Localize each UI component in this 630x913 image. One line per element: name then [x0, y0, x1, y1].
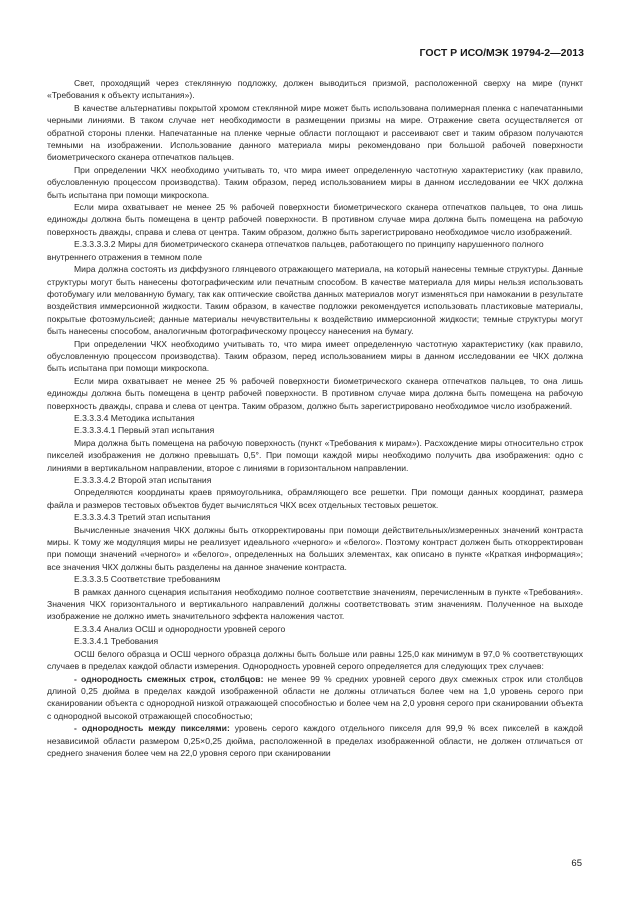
definition-text: уровень серого каждого отдельного пикселя для 99,9 % всех пикселей в каждой независимой области размером 0,25×0,25 дюйма, расположенной в пределах изображенной области, не должен отличаться от среднего значения более чем на 22,0 уровня серого при сканировании	[47, 723, 583, 758]
body-paragraph: Мира должна быть помещена на рабочую поверхность (пункт «Требования к мирам»). Расхождение миры относительно строк пикселей изображения не должно превышать 0,5°. При помощи каждой миры необходимо получить два изображения: одно с линиями в вертикальном направлении, второе с линиями в горизонтальном направлении.	[47, 437, 583, 473]
body-paragraph: Определяются координаты краев прямоугольника, обрамляющего все решетки. При помощи данных координат, размера файла и размеров тестовых объектов будет вычисляться ЧКХ всех отдельных тестовых решеток.	[47, 487, 583, 510]
definition-item	[47, 722, 583, 759]
section-heading: Е.3.3.4.1 Требования	[74, 636, 159, 647]
body-paragraph: При определении ЧКХ необходимо учитывать то, что мира имеет определенную частотную характеристику (как правило, обусловленную процессом производства). Таким образом, перед использованием миры в данном исследовании ее ЧКХ должна быть испытана при помощи микроскопа.	[47, 164, 583, 200]
definition-term: - однородность между пикселями:	[74, 723, 230, 734]
body-paragraph: Свет, проходящий через стеклянную подложку, должен выводиться призмой, расположенной сверху на мире (пункт «Требования к объекту испытания»).	[47, 78, 583, 101]
page-number: 65	[571, 858, 582, 869]
section-heading: Е.3.3.3.4.3 Третий этап испытания	[74, 512, 211, 523]
definition-item	[47, 673, 583, 723]
section-heading: Е.3.3.3.3.2 Миры для биометрического сканера отпечатков пальцев, работающего по принципу нарушенного полного внутреннего отражения в темном поле	[47, 239, 544, 262]
body-paragraph: В рамках данного сценария испытания необходимо полное соответствие значениям, перечисленным в пункте «Требования». Значения ЧКХ горизонтального и вертикального направлений должны соответствовать этим значениям. Полученное на выходе изображение не должно иметь значительного эффекта наложения частот.	[47, 586, 583, 622]
body-paragraph: Вычисленные значения ЧКХ должны быть откорректированы при помощи действительных/измеренных значений контраста миры. К тому же модуляция миры не реализует идеального «черного» и «белого». Поэтому контраст должен быть откорректирован при помощи значений «черного» и «белого», определенных на больших элементах, как описано в пункте «Краткая информация»; все значения ЧКХ должны быть разделены на данное значение контраста.	[47, 524, 583, 572]
body-paragraph: При определении ЧКХ необходимо учитывать то, что мира имеет определенную частотную характеристику (как правило, обусловленную процессом производства). Таким образом, перед использованием миры в данном исследовании ее ЧКХ должна быть испытана при помощи микроскопа.	[47, 338, 583, 374]
definition-text: не менее 99 % средних уровней серого двух смежных строк или столбцов длиной 0,25 дюйма в пределах каждой изображенной области не должны отличаться более чем на 1,0 уровень серого при сканировании объекта с однородной низкой отражающей способностью и более чем на 2,0 уровня серого при сканировании объекта с однородной высокой отражающей способностью;	[47, 673, 583, 721]
body-paragraph: Если мира охватывает не менее 25 % рабочей поверхности биометрического сканера отпечатков пальцев, то она лишь единожды должна быть помещена в центр рабочей поверхности. В противном случае мира должна быть помещена на рабочую поверхность дважды, справа и слева от центра. Таким образом, должно быть зарегистрировано необходимое число изображений.	[47, 202, 583, 237]
section-heading: Е.3.3.4 Анализ ОСШ и однородности уровней серого	[74, 623, 286, 634]
section-heading: Е.3.3.3.4.2 Второй этап испытания	[74, 475, 212, 485]
section-heading: Е.3.3.3.4.1 Первый этап испытания	[74, 425, 215, 436]
body-paragraph: Если мира охватывает не менее 25 % рабочей поверхности биометрического сканера отпечатков пальцев, то она лишь единожды должна быть помещена в центр рабочей поверхности. В противном случае мира должна быть помещена на рабочую поверхность дважды, справа и слева от центра. Таким образом, должно быть зарегистрировано необходимое число изображений.	[47, 375, 583, 411]
body-paragraph: ОСШ белого образца и ОСШ черного образца должны быть больше или равны 125,0 как минимум в 97,0 % соответствующих случаев в пределах каждой области измерения. Однородность уровней серого определяется для следующих трех случаев:	[47, 648, 583, 672]
page-header: ГОСТ Р ИСО/МЭК 19794-2—2013	[419, 47, 584, 59]
body-paragraph: В качестве альтернативы покрытой хромом стеклянной мире может быть использована полимерная пленка с напечатанными черными линиями. В таком случае нет необходимости в размещении призмы на мире. Отражение света осуществляется от обратной стороны пленки. Напечатанные на пленке черные области поглощают и рассеивают свет и таким образом получаются темными на изображении. Использование данного материала миры рекомендовано при большой рабочей поверхности биометрического сканера отпечатков пальцев.	[47, 102, 583, 163]
body-paragraph: Мира должна состоять из диффузного глянцевого отражающего материала, на который нанесены темные структуры. Данные структуры могут быть нанесены фотографическим или печатным способом. В качестве материала для миры нельзя использовать фотобумагу или мелованную бумагу, так как оптические свойства данных материалов могут изменяться при намокании в результате воздействия иммерсионной жидкости. Таким образом, в качестве подложки рекомендуется использовать пластиковые материалы, покрытые фотоэмульсией; данные материалы нечувствительны к воздействию иммерсионной жидкости; темные структуры могут быть нанесены способом, аналогичным фотографическому процессу нанесения на бумагу.	[47, 264, 583, 337]
definition-term: - однородность смежных строк, столбцов:	[74, 673, 264, 684]
document-body	[47, 77, 583, 759]
section-heading: Е.3.3.3.4 Методика испытания	[74, 412, 195, 423]
section-heading: Е.3.3.3.5 Соответствие требованиям	[74, 574, 221, 585]
